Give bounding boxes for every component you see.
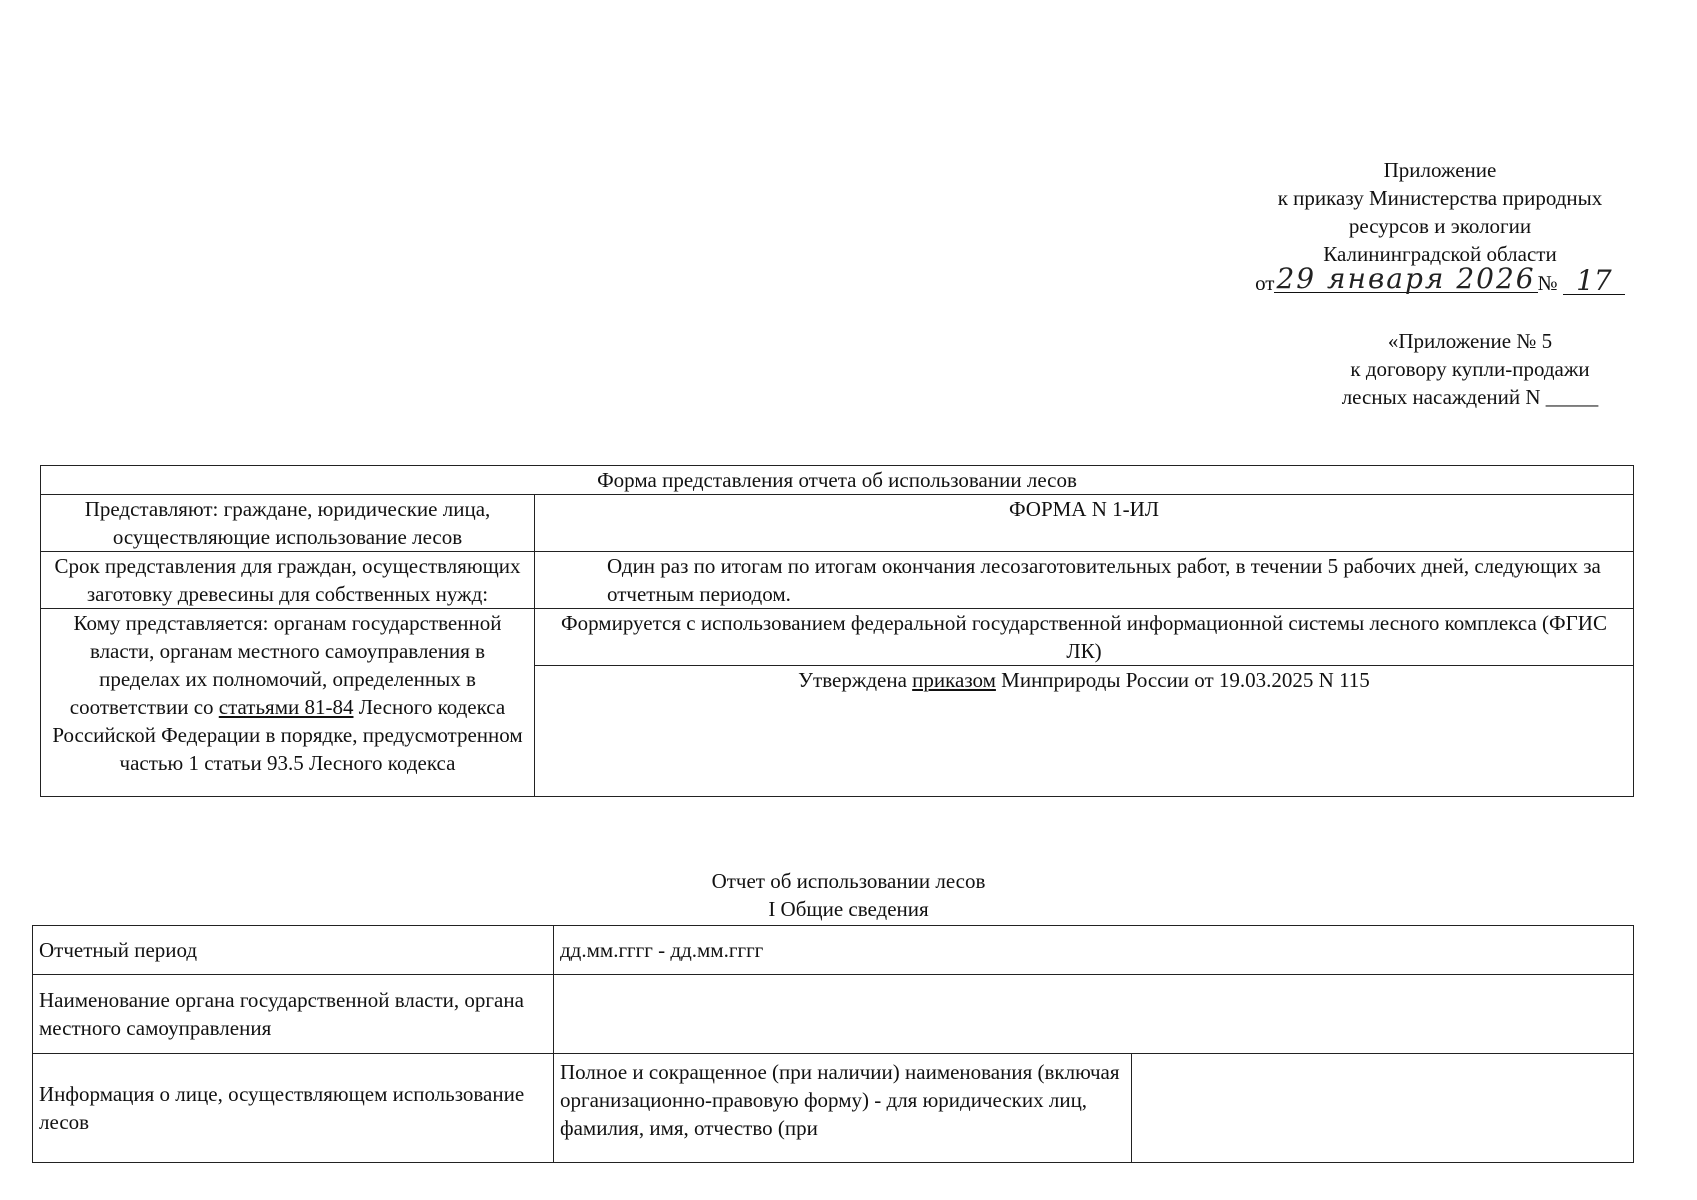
form-info-table [40, 465, 1634, 797]
report-section-title: I Общие сведения [768, 897, 929, 921]
form-table-title: Форма представления отчета об использовании лесов [41, 466, 1634, 495]
header-line-ministry: ресурсов и экологии [1348, 214, 1532, 238]
report-title: Отчет об использовании лесов [711, 869, 986, 893]
recipients-text-b: Лесного кодекса Российской Федерации в порядке, предусмотренном частью 1 статьи 93.5 Лесного кодекса [52, 695, 523, 775]
general-info-table [32, 925, 1634, 1163]
fgis-cell: Формируется с использованием федеральной государственной информационной системы лесного комплекса (ФГИС ЛК) [535, 609, 1634, 666]
user-info-value[interactable] [1132, 1054, 1634, 1163]
report-heading [0, 867, 1697, 923]
handwritten-date: 29 января 2026 [1276, 262, 1536, 295]
deadline-label-cell: Срок представления для граждан, осуществляющих заготовку древесины для собственных нужд: [41, 552, 535, 609]
user-info-label: Информация о лице, осуществляющем использование лесов [33, 1054, 554, 1163]
period-value[interactable]: дд.мм.гггг - дд.мм.гггг [554, 926, 1634, 975]
from-label: от [1255, 271, 1275, 295]
appendix5-line2: к договору купли-продажи [1350, 357, 1590, 381]
order-link[interactable]: приказом [912, 668, 996, 692]
authority-label: Наименование органа государственной власти, органа местного самоуправления [33, 975, 554, 1054]
approval-text-b: Минприроды России от 19.03.2025 N 115 [995, 668, 1370, 692]
appendix5-line3: лесных насаждений N _____ [1341, 385, 1599, 409]
approval-cell [535, 666, 1634, 797]
header-line-order: к приказу Министерства природных [1277, 186, 1603, 210]
recipients-cell [41, 609, 535, 797]
contract-appendix-header [1280, 327, 1660, 411]
header-date-line [1230, 262, 1650, 297]
period-label: Отчетный период [33, 926, 554, 975]
number-label: № [1537, 271, 1558, 295]
header-line-appendix: Приложение [1383, 158, 1497, 182]
authority-value[interactable] [554, 975, 1634, 1054]
deadline-value-cell: Один раз по итогам по итогам окончания лесозаготовительных работ, в течении 5 рабочих дней, следующих за отчетным периодом. [535, 552, 1634, 609]
header-line-region: Калининградской области [1323, 242, 1557, 266]
handwritten-number: 17 [1563, 268, 1625, 295]
submitters-cell: Представляют: граждане, юридические лица, осуществляющие использование лесов [41, 495, 535, 552]
recipients-text-a: Кому представляется: органам государственной власти, органам местного самоуправления в пределах их полномочий, определенных в соответствии со [69, 611, 502, 719]
order-appendix-header [1230, 156, 1650, 297]
form-number-cell: ФОРМА N 1-ИЛ [535, 495, 1634, 552]
approval-text-a: Утверждена [798, 668, 913, 692]
user-info-description: Полное и сокращенное (при наличии) наименования (включая организационно-правовую форму) - для юридических лиц, фамилия, имя, отчество (при [554, 1054, 1132, 1163]
articles-link[interactable]: статьями 81-84 [218, 695, 354, 719]
appendix5-line1: «Приложение № 5 [1387, 329, 1553, 353]
